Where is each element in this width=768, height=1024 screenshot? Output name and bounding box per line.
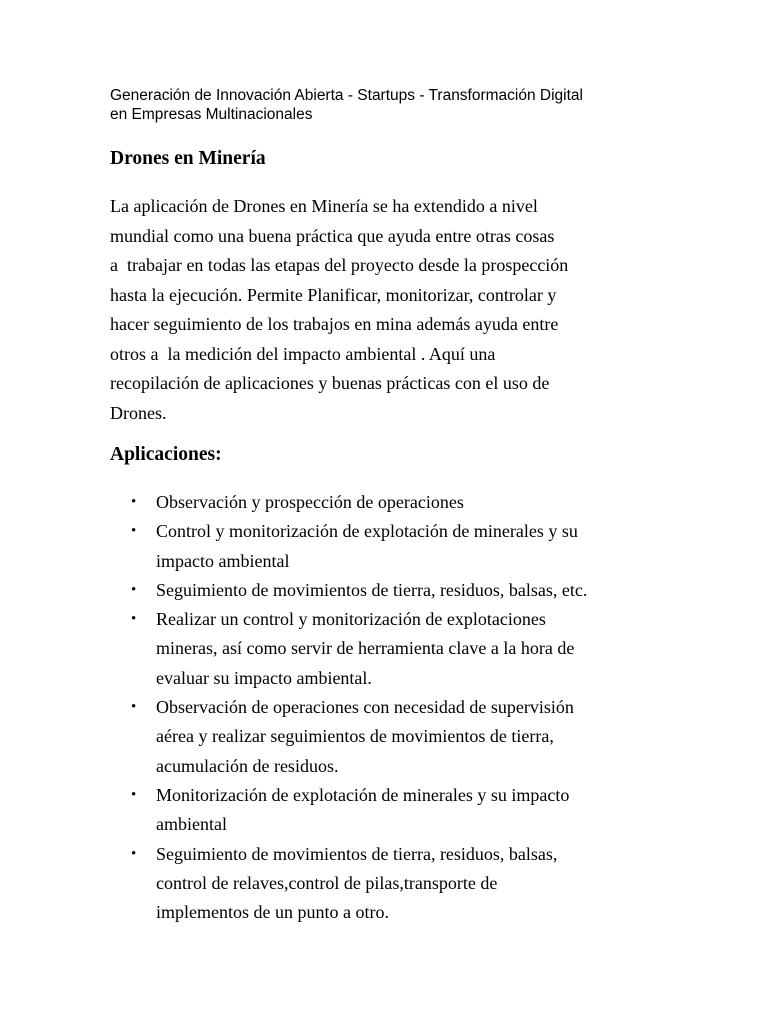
list-item-line: mineras, así como servir de herramienta clave a la hora de [156,638,575,659]
list-item-line: control de relaves,control de pilas,transporte de [156,872,498,893]
header-line: Generación de Innovación Abierta - Startups - Transformación Digital [110,87,583,104]
list-item-line: Realizar un control y monitorización de explotaciones [156,609,546,630]
list-item-line: ambiental [156,814,227,835]
intro-line: recopilación de aplicaciones y buenas prácticas con el uso de [110,373,550,393]
list-item-line: Observación y prospección de operaciones [156,492,464,512]
list-item [110,576,670,605]
list-item-line: Monitorización de explotación de minerales y su impacto [156,784,570,805]
list-item-line: Seguimiento de movimientos de tierra, residuos, balsas, etc. [156,579,588,600]
list-item-line: Seguimiento de movimientos de tierra, residuos, balsas, [156,843,558,864]
intro-line: otros a la medición del impacto ambiental . Aquí una [110,343,496,364]
intro-paragraph [110,192,670,428]
bullet-icon: • [131,581,137,598]
bullet-icon: • [131,611,137,628]
list-item-line: acumulación de residuos. [156,755,339,776]
list-item-line: impacto ambiental [156,550,290,571]
bullet-icon: • [131,523,137,540]
list-item-line: Observación de operaciones con necesidad de supervisión [156,697,574,718]
intro-line: hacer seguimiento de los trabajos en mina además ayuda entre [110,314,559,334]
list-item [110,693,670,781]
document-title: Drones en Minería [110,148,266,169]
list-item-line: evaluar su impacto ambiental. [156,667,372,688]
applications-heading: Aplicaciones: [110,444,222,465]
list-item [110,488,670,517]
list-item [110,605,670,693]
intro-line: mundial como una buena práctica que ayuda entre otras cosas [110,225,555,246]
applications-list [110,488,670,927]
bullet-icon: • [131,845,137,862]
intro-line: hasta la ejecución. Permite Planificar, monitorizar, controlar y [110,284,557,305]
header-line: en Empresas Multinacionales [110,106,313,123]
intro-line: Drones. [110,402,167,423]
list-item [110,781,670,840]
list-item [110,840,670,928]
list-item-line: Control y monitorización de explotación de minerales y su [156,521,578,542]
list-item-line: implementos de un punto a otro. [156,902,389,923]
intro-line: a trabajar en todas las etapas del proyecto desde la prospección [110,255,569,275]
bullet-icon: • [131,786,137,803]
list-item [110,517,670,576]
document-header [110,86,670,124]
list-item-line: aérea y realizar seguimientos de movimientos de tierra, [156,726,554,747]
intro-line: La aplicación de Drones en Minería se ha extendido a nivel [110,196,538,216]
bullet-icon: • [131,494,137,510]
bullet-icon: • [131,699,137,716]
